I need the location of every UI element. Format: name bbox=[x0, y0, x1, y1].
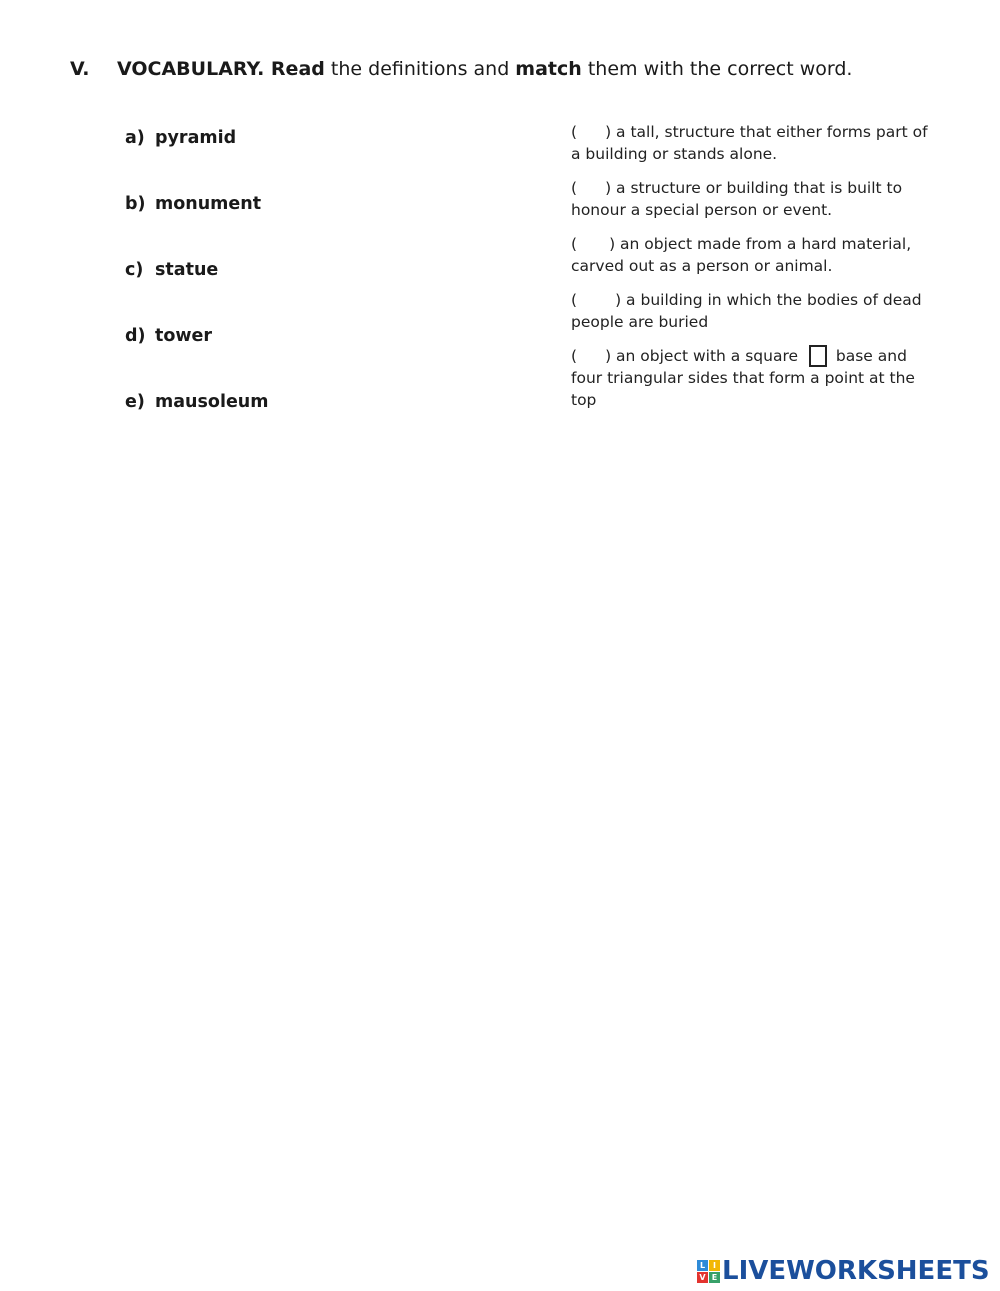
logo-mark-letter: V bbox=[697, 1272, 708, 1283]
word-text: tower bbox=[155, 326, 213, 346]
word-letter: e) bbox=[125, 392, 145, 412]
square-shape-icon bbox=[809, 345, 827, 367]
definition-text-continued: base and four triangular sides that form a point at the top bbox=[571, 347, 915, 409]
logo-mark-letter: L bbox=[697, 1260, 708, 1271]
exercise-number: V. bbox=[70, 58, 90, 80]
word-text: monument bbox=[155, 194, 262, 214]
word-letter: d) bbox=[125, 326, 146, 346]
word-letter: c) bbox=[125, 260, 144, 280]
answer-open-paren: ( bbox=[571, 123, 578, 141]
word-item bbox=[125, 128, 236, 148]
exercise-instruction bbox=[117, 58, 852, 80]
answer-open-paren: ( bbox=[571, 347, 578, 365]
word-text: pyramid bbox=[155, 128, 237, 148]
definition-text: an object made from a hard material, carved out as a person or animal. bbox=[571, 235, 912, 275]
word-letter: b) bbox=[125, 194, 146, 214]
definition-item bbox=[571, 177, 931, 221]
definition-text: a building in which the bodies of dead people are buried bbox=[571, 291, 922, 331]
answer-close-paren: ) bbox=[609, 235, 616, 253]
answer-open-paren: ( bbox=[571, 291, 578, 309]
answer-close-paren: ) bbox=[605, 123, 612, 141]
answer-close-paren: ) bbox=[605, 179, 612, 197]
answer-open-paren: ( bbox=[571, 235, 578, 253]
instruction-text-1: the definitions and bbox=[324, 58, 516, 80]
word-text: statue bbox=[155, 260, 219, 280]
word-item bbox=[125, 326, 212, 346]
word-item bbox=[125, 392, 269, 412]
definition-item bbox=[571, 233, 931, 277]
definition-item bbox=[571, 345, 931, 411]
word-item bbox=[125, 260, 218, 280]
word-item bbox=[125, 194, 261, 214]
liveworksheets-mark-icon bbox=[697, 1260, 720, 1283]
answer-close-paren: ) bbox=[615, 291, 622, 309]
answer-close-paren: ) bbox=[605, 347, 612, 365]
word-letter: a) bbox=[125, 128, 145, 148]
definition-item bbox=[571, 121, 931, 165]
logo-wordmark: LIVEWORKSHEETS bbox=[722, 1256, 990, 1286]
definition-text: a tall, structure that either forms part of a building or stands alone. bbox=[571, 123, 928, 163]
definition-text: a structure or building that is built to honour a special person or event. bbox=[571, 179, 903, 219]
instruction-text-2: them with the correct word. bbox=[581, 58, 853, 80]
logo-mark-letter: E bbox=[709, 1272, 720, 1283]
logo-mark-letter: I bbox=[709, 1260, 720, 1271]
liveworksheets-logo bbox=[697, 1256, 990, 1286]
instruction-bold-match: match bbox=[515, 58, 582, 80]
definition-text: an object with a square bbox=[611, 347, 803, 365]
definition-item bbox=[571, 289, 931, 333]
word-text: mausoleum bbox=[155, 392, 269, 412]
answer-open-paren: ( bbox=[571, 179, 578, 197]
instruction-bold-vocabulary: VOCABULARY. Read bbox=[117, 58, 325, 80]
